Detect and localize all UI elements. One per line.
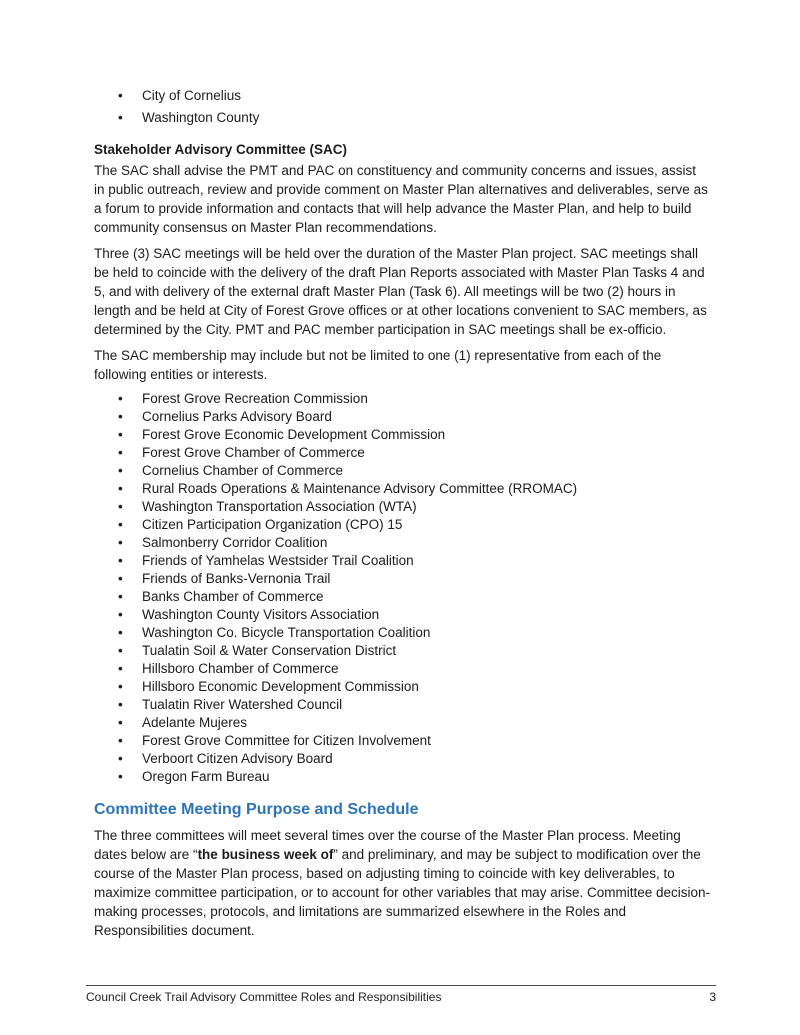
list-item: • Friends of Banks-Vernonia Trail xyxy=(94,571,710,587)
list-item: • Forest Grove Committee for Citizen Involvement xyxy=(94,733,710,749)
sac-paragraph-3: The SAC membership may include but not be limited to one (1) representative from each of the following entities or interests. xyxy=(94,348,662,382)
list-item: • Tualatin Soil & Water Conservation District xyxy=(94,643,710,659)
list-item: • Hillsboro Chamber of Commerce xyxy=(94,661,710,677)
list-item: • Salmonberry Corridor Coalition xyxy=(94,535,710,551)
schedule-heading: Committee Meeting Purpose and Schedule xyxy=(94,800,419,818)
list-item: • Verboort Citizen Advisory Board xyxy=(94,751,710,767)
list-item: • Forest Grove Chamber of Commerce xyxy=(94,445,710,461)
list-item: • Forest Grove Economic Development Commission xyxy=(94,427,710,443)
page-number: 3 xyxy=(709,990,716,1004)
list-item: • Rural Roads Operations & Maintenance Advisory Committee (RROMAC) xyxy=(94,481,710,497)
jurisdiction-bullet-list xyxy=(94,86,710,127)
list-item: • Oregon Farm Bureau xyxy=(94,769,710,785)
sac-paragraph-2: Three (3) SAC meetings will be held over the duration of the Master Plan project. SAC meetings shall be held to coincide with the delivery of the draft Plan Reports associated with Master Plan Tasks 4 and 5, and with delivery of the external draft Master Plan (Task 6). All meetings will be two (2) hours in length and be held at City of Forest Grove offices or at other locations convenient to SAC members, as determined by the City. PMT and PAC member participation in SAC meetings shall be ex-officio. xyxy=(94,246,707,337)
list-item: • Friends of Yamhelas Westsider Trail Coalition xyxy=(94,553,710,569)
list-item: • Banks Chamber of Commerce xyxy=(94,589,710,605)
list-item: • Forest Grove Recreation Commission xyxy=(94,391,710,407)
list-item: • Hillsboro Economic Development Commission xyxy=(94,679,710,695)
page-footer xyxy=(86,985,716,1005)
list-item: • Washington County xyxy=(94,108,710,127)
list-item: • Citizen Participation Organization (CPO) 15 xyxy=(94,517,710,533)
footer-title: Council Creek Trail Advisory Committee Roles and Responsibilities xyxy=(86,990,442,1004)
list-item: • Cornelius Parks Advisory Board xyxy=(94,409,710,425)
list-item: • Washington County Visitors Association xyxy=(94,607,710,623)
list-item: • Tualatin River Watershed Council xyxy=(94,697,710,713)
list-item: • Cornelius Chamber of Commerce xyxy=(94,463,710,479)
sac-paragraph-1: The SAC shall advise the PMT and PAC on constituency and community concerns and issues, assist in public outreach, review and provide comment on Master Plan alternatives and deliverables, serve as a forum to provide information and contacts that will help advance the Master Plan, and help to build community consensus on Master Plan recommendations. xyxy=(94,163,708,235)
list-item: • Washington Co. Bicycle Transportation Coalition xyxy=(94,625,710,641)
list-item: • Washington Transportation Association (WTA) xyxy=(94,499,710,515)
schedule-paragraph xyxy=(94,826,710,940)
bold-text-run: the business week of xyxy=(197,846,334,862)
list-item: • Adelante Mujeres xyxy=(94,715,710,731)
text-run: ” and preliminary, and may be subject to modification over the course of the Master Plan process, based on adjusting timing to coincide with key deliverables, to maximize committee participation, or to account for other variables that may arise. Committee decision-making processes, protocols, and limitations are summarized elsewhere in the Roles and Responsibilities document. xyxy=(94,846,710,938)
sac-heading: Stakeholder Advisory Committee (SAC) xyxy=(94,142,348,157)
sac-member-list xyxy=(94,391,710,785)
list-item: • City of Cornelius xyxy=(94,86,710,105)
text-run: The three committees will meet several times over the course of the Master Plan process. Meeting dates below are “ xyxy=(94,827,681,862)
